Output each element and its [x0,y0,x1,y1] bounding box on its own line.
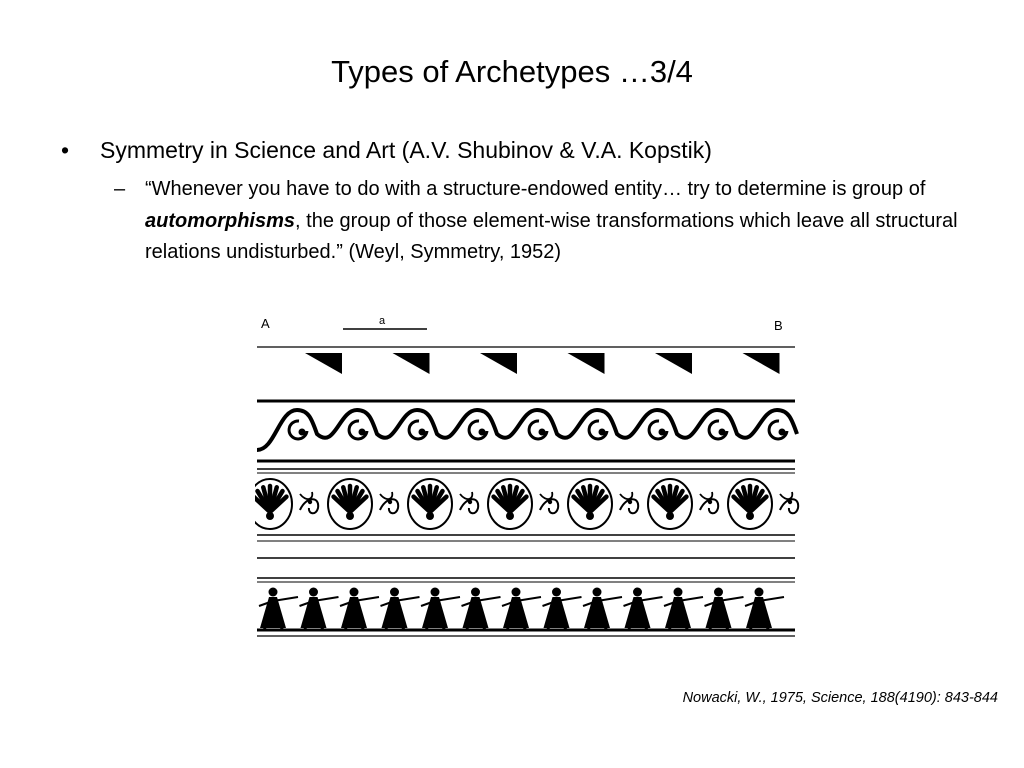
quote-before: “Whenever you have to do with a structure-endowed entity… try to determine is group of [145,178,926,200]
triangle-motif [655,353,692,374]
dancer-figure [664,588,703,631]
triangle-band [305,353,780,374]
frieze-figure [255,310,800,642]
wave-curl-dot [719,429,726,436]
bullet-text: Symmetry in Science and Art (A.V. Shubinov & V.A. Kopstik) [100,137,712,163]
palmette-dot [708,500,712,504]
wave-curl-dot [359,429,366,436]
palmette-scroll [540,492,552,499]
bullet-marker: • [61,137,70,163]
palmette-scroll [300,492,312,499]
quote-after: , the group of those element-wise transformations which leave all structural relations undisturbed.” (Weyl, Symmetry, 1952) [145,209,958,263]
triangle-motif [305,353,342,374]
triangle-motif [480,353,517,374]
frieze-illustration [255,310,800,642]
palmette-motif [488,479,558,529]
dancer-figure [259,588,298,631]
palmette-motif [408,479,478,529]
palmette-heart [586,512,594,520]
wave-curl-dot [299,429,306,436]
dancer-head [714,588,723,597]
dancer-head [633,588,642,597]
triangle-motif [393,353,430,374]
dancer-head [309,588,318,597]
label-a-left: A [261,316,270,331]
dancer-figure [300,588,339,631]
palmette-dot [788,500,792,504]
dancer-figure [381,588,420,631]
dancer-head [755,588,764,597]
triangle-motif [743,353,780,374]
dancer-figure [502,588,541,631]
palmette-scroll [380,492,392,499]
palmette-heart [346,512,354,520]
palmette-scroll [460,492,472,499]
palmette-heart [746,512,754,520]
wave-band [257,401,797,461]
palmette-motif [255,479,318,529]
wave-curl-dot [779,429,786,436]
palmette-dot [548,500,552,504]
wave-curl-dot [539,429,546,436]
wave-curl-dot [479,429,486,436]
dancer-head [512,588,521,597]
dancer-head [431,588,440,597]
palmette-motif [328,479,398,529]
palmette-heart [426,512,434,520]
dancer-figure [745,588,784,631]
wave-curl-dot [599,429,606,436]
palmette-dot [388,500,392,504]
dancer-head [471,588,480,597]
palmette-dot [308,500,312,504]
dancer-head [552,588,561,597]
palmette-scroll [700,492,712,499]
quote-text [145,174,975,269]
quote-emphasis: automorphisms [145,209,296,232]
palmette-band [255,469,798,558]
dancer-head [269,588,278,597]
palmette-heart [506,512,514,520]
dancer-figure [583,588,622,631]
palmette-motif [568,479,638,529]
dancer-figure [462,588,501,631]
dancer-figure [543,588,582,631]
triangle-motif [568,353,605,374]
citation: Nowacki, W., 1975, Science, 188(4190): 843-844 [682,690,998,706]
palmette-motif [728,479,798,529]
slide-title: Types of Archetypes …3/4 [331,54,693,89]
dancer-head [674,588,683,597]
palmette-scroll [780,492,792,499]
wave-line [257,410,797,450]
wave-curl-dot [659,429,666,436]
sub-bullet-marker: – [114,178,126,200]
palmette-motif [648,479,718,529]
wave-curl-dot [419,429,426,436]
palmette-heart [266,512,274,520]
label-b-right: B [774,318,783,333]
dancer-figure [340,588,379,631]
label-period: a [379,315,386,327]
palmette-heart [666,512,674,520]
dancer-head [350,588,359,597]
dancer-figure [624,588,663,631]
dancer-head [593,588,602,597]
palmette-scroll [620,492,632,499]
dancer-figure [421,588,460,631]
dancer-head [390,588,399,597]
dancer-band [257,578,795,636]
dancer-figure [705,588,744,631]
palmette-dot [628,500,632,504]
palmette-dot [468,500,472,504]
